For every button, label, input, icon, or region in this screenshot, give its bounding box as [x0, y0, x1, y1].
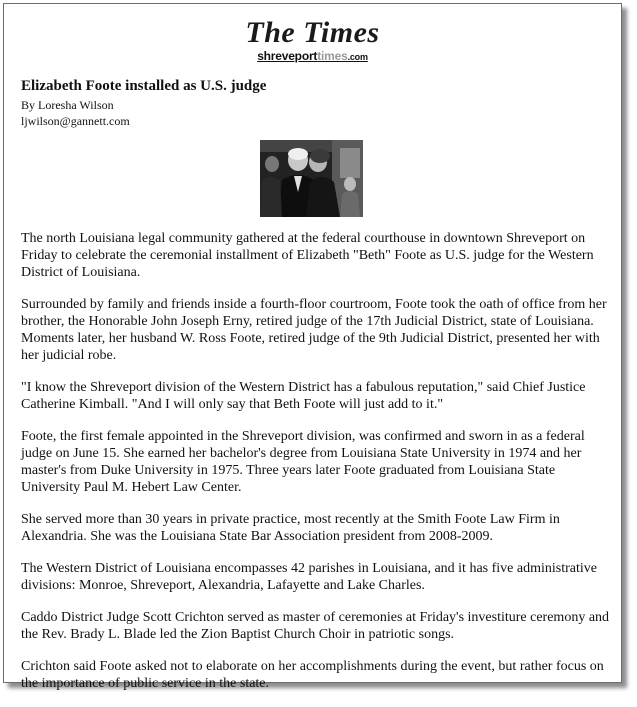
masthead-domain-part-1: shreveport — [257, 49, 318, 63]
article-paragraph: The north Louisiana legal community gathered at the federal courthouse in downtown Shreveport on Friday to celebrate the ceremonial installment of Elizabeth "Beth" Foote as U.S. judge for the Western District of Louisiana. — [21, 231, 594, 280]
article-page — [3, 3, 622, 691]
article-headline: Elizabeth Foote installed as U.S. judge — [21, 78, 267, 94]
ceremony-photo-image — [260, 140, 363, 217]
article-byline: By Loresha Wilson — [21, 98, 114, 112]
article-paragraph: "I know the Shreveport division of the Western District has a fabulous reputation," said Chief Justice Catherine Kimball. "And I will only say that Beth Foote will just add to it." — [21, 380, 586, 412]
masthead-domain-part-2: times — [317, 49, 348, 63]
masthead-title: The Times — [245, 16, 380, 49]
article-photo — [260, 140, 363, 217]
article-paragraph: The Western District of Louisiana encompasses 42 parishes in Louisiana, and it has five administrative divisions: Monroe, Shreveport, Alexandria, Lafayette and Lake Charles. — [21, 561, 597, 593]
article-body — [21, 230, 613, 707]
masthead-domain — [4, 49, 621, 64]
article-paragraph: She served more than 30 years in private practice, most recently at the Smith Foote Law Firm in Alexandria. She was the Louisiana State Bar Association president from 2008-2009. — [21, 512, 560, 544]
article-paragraph: Foote, the first female appointed in the Shreveport division, was confirmed and sworn in as a federal judge on June 15. She earned her bachelor's degree from Louisiana State University in 1974 and her master's from Duke University in 1975. Three years later Foote graduated from Louisiana State University Paul M. Hebert Law Center. — [21, 429, 585, 495]
author-email: ljwilson@gannett.com — [21, 114, 130, 128]
masthead-domain-part-3: .com — [347, 52, 368, 62]
masthead — [4, 18, 621, 64]
article-paragraph: Surrounded by family and friends inside a fourth-floor courtroom, Foote took the oath of office from her brother, the Honorable John Joseph Erny, retired judge of the 17th Judicial District, state of Louisiana. Moments later, her husband W. Ross Foote, retired judge of the 9th Judicial District, presented her with her judicial robe. — [21, 297, 607, 363]
article-paragraph: Crichton said Foote asked not to elaborate on her accomplishments during the event, but rather focus on the importance of public service in the state. — [21, 659, 604, 691]
article-paragraph: Caddo District Judge Scott Crichton served as master of ceremonies at Friday's investiture ceremony and the Rev. Brady L. Blade led the Zion Baptist Church Choir in patriotic songs. — [21, 610, 610, 642]
